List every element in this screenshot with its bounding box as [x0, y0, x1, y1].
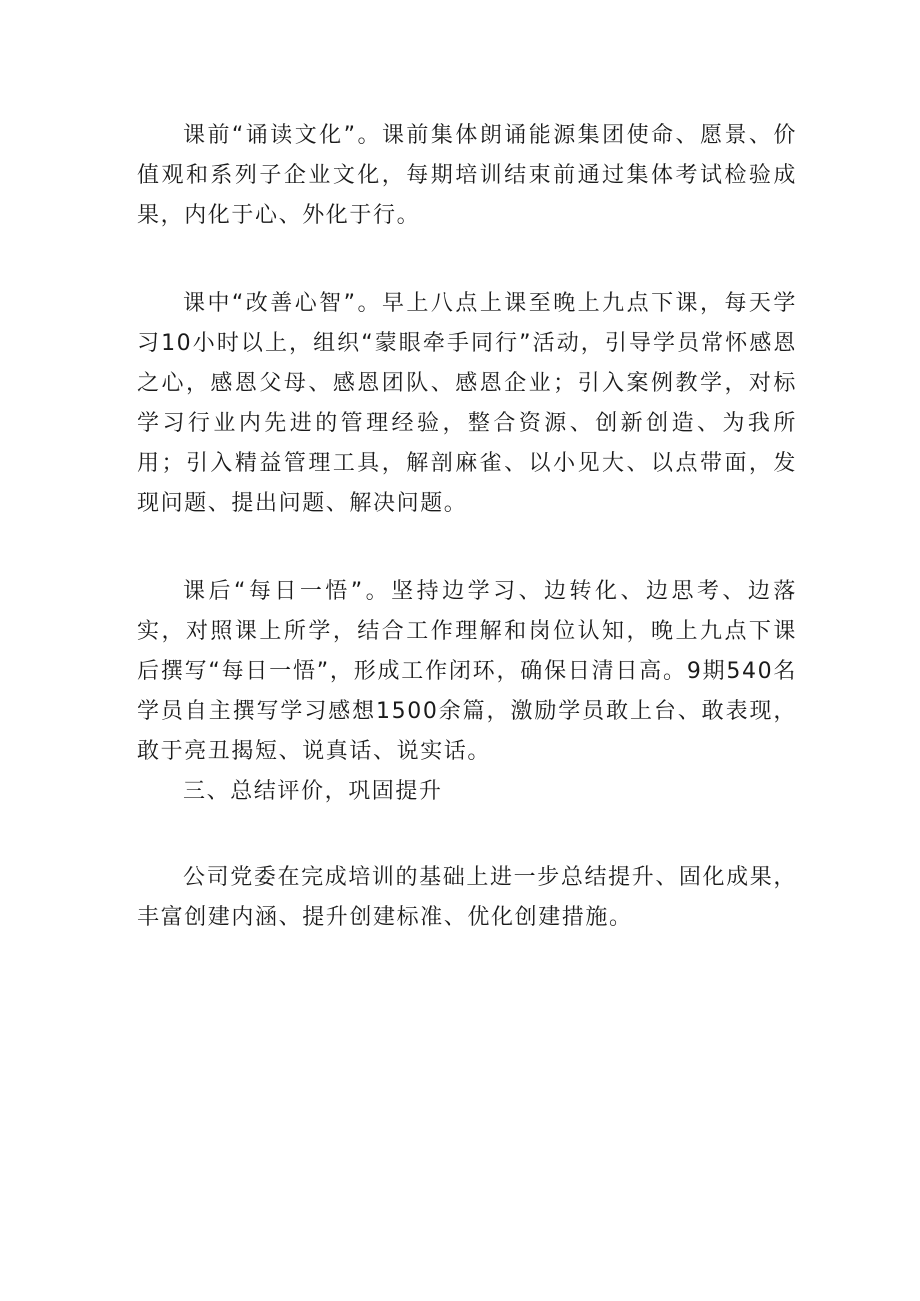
- paragraph-post-class: 课后“每日一悟”。坚持边学习、边转化、边思考、边落实，对照课上所学，结合工作理解和岗位认知，晚上九点下课后撰写“每日一悟”，形成工作闭环，确保日清日高。9期540名学员自主撰写学习感想1500余篇，激励学员敢上台、敢表现，敢于亮丑揭短、说真话、说实话。: [137, 579, 797, 764]
- section-heading: 三、总结评价，巩固提升: [183, 779, 443, 804]
- paragraph-closing: 公司党委在完成培训的基础上进一步总结提升、固化成果，丰富创建内涵、提升创建标准、优化创建措施。: [137, 865, 797, 930]
- paragraph-pre-class: 课前“诵读文化”。课前集体朗诵能源集团使命、愿景、价值观和系列子企业文化，每期培训结束前通过集体考试检验成果，内化于心、外化于行。: [137, 123, 797, 228]
- paragraph-in-class: 课中“改善心智”。早上八点上课至晚上九点下课，每天学习10小时以上，组织“蒙眼牵手同行”活动，引导学员常怀感恩之心，感恩父母、感恩团队、感恩企业；引入案例教学，对标学习行业内先进的管理经验，整合资源、创新创造、为我所用；引入精益管理工具，解剖麻雀、以小见大、以点带面，发现问题、提出问题、解决问题。: [137, 291, 797, 516]
- document-body: [137, 116, 797, 938]
